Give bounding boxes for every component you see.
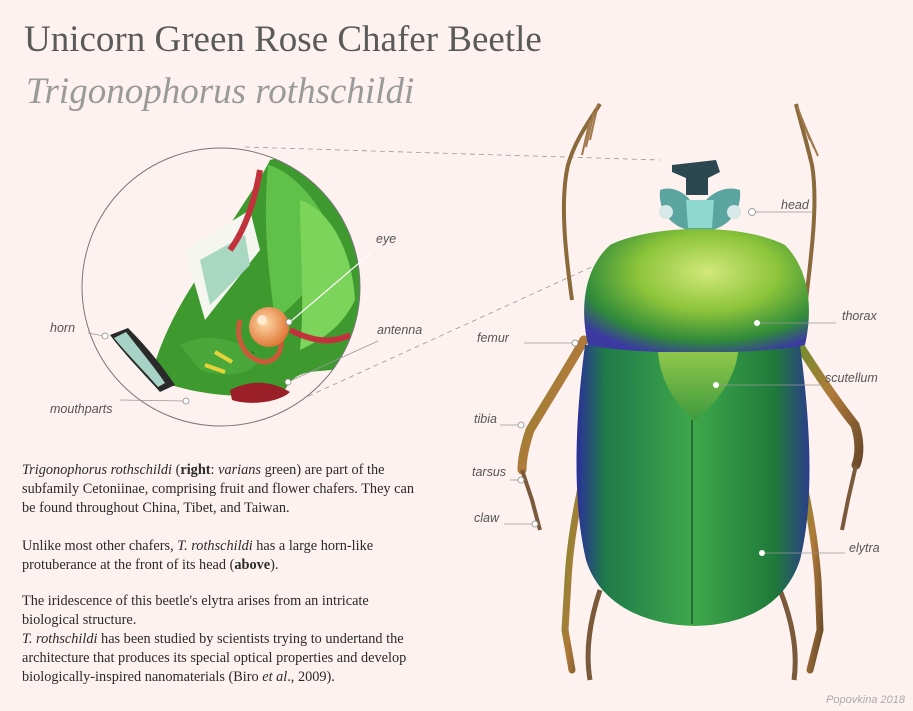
citation-etal: et al: [262, 669, 288, 685]
label-claw: claw: [474, 511, 500, 525]
iridescence-paragraph: [22, 592, 422, 687]
label-scutellum: scutellum: [825, 371, 878, 385]
label-eye: eye: [376, 232, 397, 246]
beetle-illustration: [522, 104, 859, 680]
species-abbrev: T. rothschildi: [177, 538, 253, 554]
page-title: Unicorn Green Rose Chafer Beetle: [24, 19, 542, 60]
label-femur: femur: [477, 331, 509, 345]
label-tibia: tibia: [474, 412, 497, 426]
zoom-connector-top: [245, 147, 660, 160]
label-thorax: thorax: [842, 309, 877, 323]
text-run: :: [210, 462, 219, 478]
species-abbrev: T. rothschildi: [22, 631, 98, 647]
artist-credit: Popovkina 2018: [826, 694, 905, 706]
emphasis-right: right: [180, 462, 211, 478]
label-head: head: [781, 198, 809, 212]
text-run: green) are part of the subfamily Cetoniinae, comprising fruit and flower chafers. They can be found throughout China, Tibet, and Taiwan.: [22, 462, 414, 516]
text-run: ., 2009).: [287, 669, 335, 685]
label-mouthparts: mouthparts: [50, 402, 113, 416]
species-name: Trigonophorus rothschildi: [22, 462, 173, 478]
variant-name: varians: [218, 462, 261, 478]
text-run: ).: [270, 557, 279, 573]
text-run: Unlike most other chafers,: [22, 538, 178, 554]
emphasis-above: above: [234, 557, 271, 573]
label-antenna: antenna: [377, 323, 423, 337]
text-line: The iridescence of this beetle's elytra arises from an intricate biological structure.: [22, 593, 369, 628]
intro-paragraph: [22, 461, 422, 518]
text-run: has been studied by scientists trying to undertand the architecture that produces its special optical properties and develop biologically-inspired nanomaterials (Biro: [22, 631, 407, 685]
text-run: (: [172, 462, 181, 478]
head-closeup-inset: [82, 148, 360, 426]
label-elytra: elytra: [849, 541, 880, 555]
horn-paragraph: [22, 537, 422, 575]
text-run: has a large horn-like protuberance at the front of its head (: [22, 538, 374, 573]
page-subtitle: Trigonophorus rothschildi: [26, 71, 415, 112]
label-tarsus: tarsus: [472, 465, 507, 479]
label-horn: horn: [50, 321, 76, 335]
